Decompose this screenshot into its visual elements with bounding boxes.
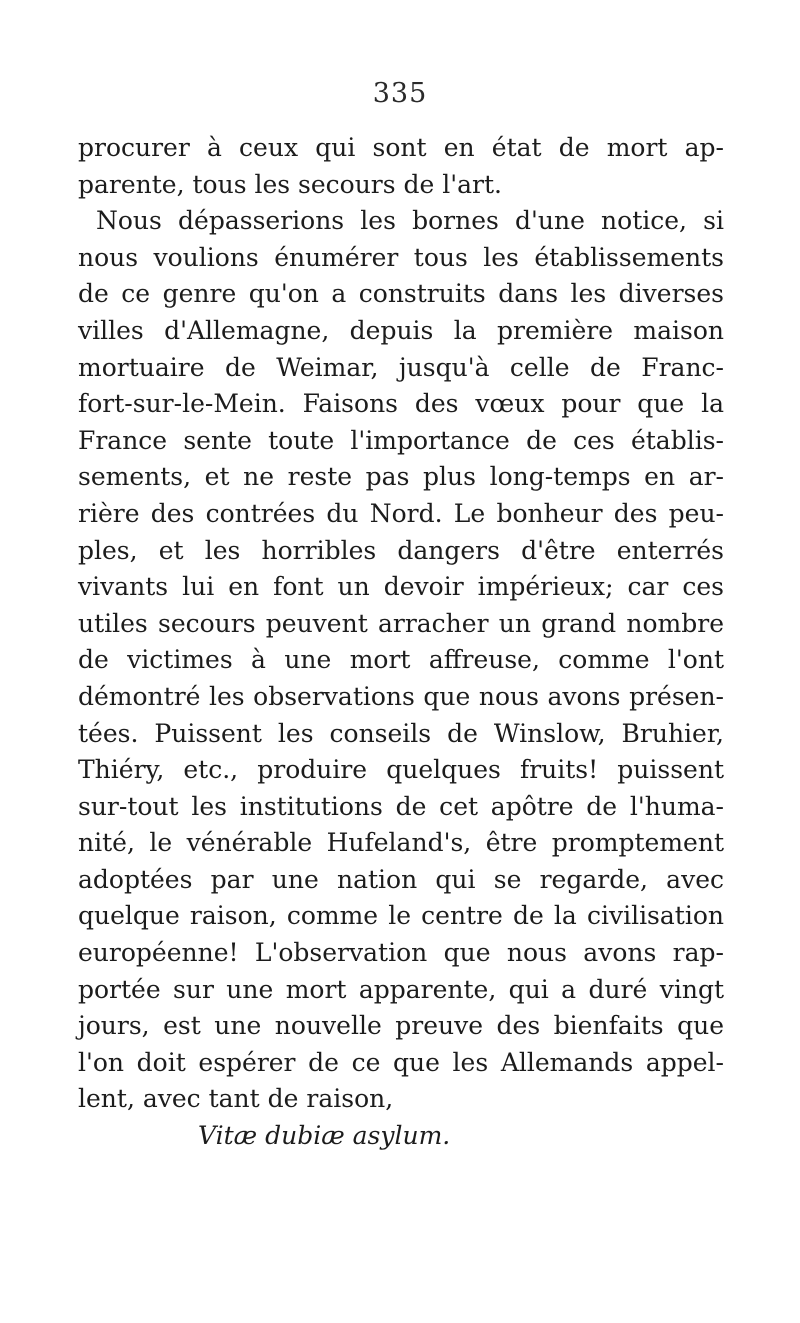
body-text <box>78 130 724 1155</box>
paragraph-start-line: Nous dépasserions les bornes d'une notice, si <box>96 206 724 236</box>
text-line: lent, avec tant de raison, <box>78 1084 394 1114</box>
text-line: sur-tout les institutions de cet apôtre de l'huma- <box>78 791 724 821</box>
text-line: mortuaire de Weimar, jusqu'à celle de Franc- <box>78 352 724 382</box>
text-line: France sente toute l'importance de ces établis- <box>78 425 724 455</box>
page-number: 335 <box>372 78 428 109</box>
text-line: fort-sur-le-Mein. Faisons des vœux pour que la <box>78 389 724 419</box>
text-line: quelque raison, comme le centre de la civilisation <box>78 901 724 931</box>
text-line: démontré les observations que nous avons présen- <box>78 681 724 711</box>
text-line: sements, et ne reste pas plus long-temps en ar- <box>78 462 724 492</box>
text-line: de victimes à une mort affreuse, comme l'ont <box>78 645 724 675</box>
closing-phrase: Vitæ dubiæ asylum. <box>198 1121 451 1151</box>
text-line: européenne! L'observation que nous avons rap- <box>78 938 724 968</box>
text-line: de ce genre qu'on a construits dans les diverses <box>78 279 724 309</box>
text-line: villes d'Allemagne, depuis la première maison <box>78 315 724 345</box>
text-line: vivants lui en font un devoir impérieux; car ces <box>78 572 724 602</box>
text-line: nous voulions énumérer tous les établissements <box>78 242 724 272</box>
text-line: Thiéry, etc., produire quelques fruits! puissent <box>78 755 724 785</box>
text-line: portée sur une mort apparente, qui a duré vingt <box>78 974 724 1004</box>
text-line: procurer à ceux qui sont en état de mort ap- <box>78 133 724 162</box>
text-line: tées. Puissent les conseils de Winslow, Bruhier, <box>78 718 724 748</box>
text-line: rière des contrées du Nord. Le bonheur des peu- <box>78 498 724 528</box>
text-line: adoptées par une nation qui se regarde, avec <box>78 864 724 894</box>
text-line: l'on doit espérer de ce que les Allemands appel- <box>78 1047 724 1077</box>
text-line: parente, tous les secours de l'art. <box>78 169 502 199</box>
text-line: jours, est une nouvelle preuve des bienfaits que <box>78 1011 724 1041</box>
text-line: ples, et les horribles dangers d'être enterrés <box>78 535 724 565</box>
text-line: nité, le vénérable Hufeland's, être promptement <box>78 828 724 858</box>
text-line: utiles secours peuvent arracher un grand nombre <box>78 608 724 638</box>
